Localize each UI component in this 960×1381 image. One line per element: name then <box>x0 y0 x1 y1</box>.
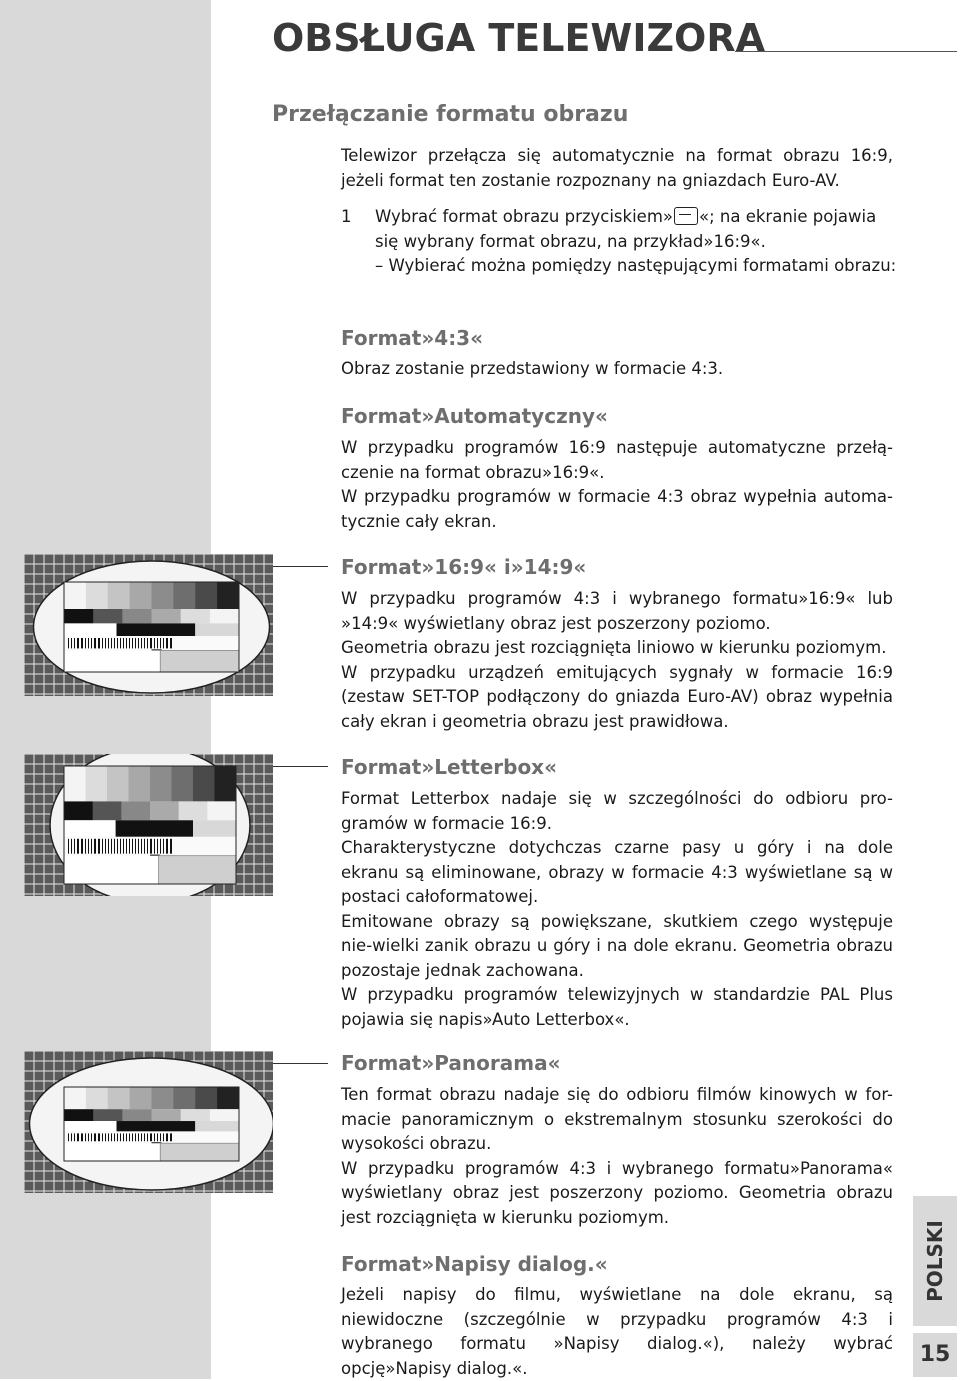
format-letterbox-text <box>341 787 893 1032</box>
step-text-before: Wybrać format obrazu przyciskiem» <box>375 207 673 226</box>
step-number: 1 <box>341 207 352 226</box>
paragraph: W przypadku programów w formacie 4:3 obraz wypełnia automa-tycznie cały ekran. <box>341 487 893 531</box>
language-label: POLSKI <box>923 1220 947 1302</box>
step-1 <box>341 205 901 279</box>
step-sub-text: – Wybierać można pomiędzy następującymi formatami obrazu: <box>375 256 897 275</box>
pointer-line <box>273 566 328 567</box>
format-169-heading: Format»16:9« i»14:9« <box>341 555 587 579</box>
intro-paragraph <box>341 144 893 193</box>
paragraph: Obraz zostanie przedstawiony w formacie 4:3. <box>341 359 724 378</box>
paragraph: W przypadku programów 4:3 i wybranego formatu»16:9« lub »14:9« wyświetlany obraz jest poszerzony poziomo. <box>341 589 893 633</box>
format-letterbox-heading: Format»Letterbox« <box>341 755 558 779</box>
format-169-text <box>341 587 893 734</box>
format-auto-text <box>341 436 893 534</box>
format-4-3-heading: Format»4:3« <box>341 326 484 350</box>
paragraph: Jeżeli napisy do filmu, wyświetlane na dole ekranu, są niewidoczne (szczególnie w przypadku programów 4:3 i wybranego formatu »Napisy dialog.«), należy wybrać opcję»Napisy dialog.«. <box>341 1285 893 1378</box>
paragraph: Format Letterbox nadaje się w szczególności do odbioru pro-gramów w formacie 16:9. <box>341 789 893 833</box>
step-text-after: «; na ekranie pojawia się wybrany format obrazu, na przykład»16:9«. <box>375 207 877 251</box>
language-label-box <box>913 1196 957 1326</box>
page-number: 15 <box>919 1342 951 1367</box>
paragraph: Emitowane obrazy są powiększane, skutkiem czego występuje nie-wielki zanik obrazu u góry i na dole ekranu. Geometria obrazu pozostaje jednak zachowana. <box>341 911 893 980</box>
paragraph: W przypadku programów 16:9 następuje automatyczne przełą-czenie na format obrazu»16:9«. <box>341 438 893 482</box>
paragraph: W przypadku programów telewizyjnych w standardzie PAL Plus pojawia się napis»Auto Letterbox«. <box>341 985 893 1029</box>
pointer-line <box>273 1063 328 1064</box>
format-subtitles-text <box>341 1283 893 1381</box>
test-pattern-169-illustration <box>24 554 273 696</box>
paragraph: Geometria obrazu jest rozciągnięta liniowo w kierunku poziomym. <box>341 638 887 657</box>
aspect-ratio-key-icon <box>674 207 698 225</box>
test-pattern-letterbox-illustration <box>24 754 273 896</box>
paragraph: W przypadku programów 4:3 i wybranego formatu»Panorama« wyświetlany obraz jest poszerzony poziomo. Geometria obrazu jest rozciągnięta w kierunku poziomym. <box>341 1158 893 1227</box>
paragraph: Charakterystyczne dotychczas czarne pasy u góry i na dole ekranu są eliminowane, obrazy w formacie 4:3 wyświetlane są w postaci całoformatowej. <box>341 838 893 906</box>
format-4-3-text <box>341 357 893 382</box>
section-title: Przełączanie formatu obrazu <box>272 102 629 127</box>
format-subtitles-heading: Format»Napisy dialog.« <box>341 1252 608 1276</box>
format-auto-heading: Format»Automatyczny« <box>341 404 608 428</box>
paragraph: Ten format obrazu nadaje się do odbioru filmów kinowych w for-macie panoramicznym o ekstremalnym stosunku szerokości do wysokości obrazu. <box>341 1085 893 1153</box>
test-pattern-panorama-illustration <box>24 1051 273 1193</box>
page-title: OBSŁUGA TELEWIZORA <box>272 16 765 60</box>
format-panorama-text <box>341 1083 893 1230</box>
intro-text: Telewizor przełącza się automatycznie na format obrazu 16:9, jeżeli format ten zostanie rozpoznany na gniazdach Euro-AV. <box>341 146 893 190</box>
paragraph: W przypadku urządzeń emitujących sygnały w formacie 16:9 (zestaw SET-TOP podłączony do gniazda Euro-AV) obraz wypełnia cały ekran i geometria obrazu jest prawidłowa. <box>341 662 893 731</box>
title-rule <box>735 51 957 52</box>
pointer-line <box>273 766 328 767</box>
format-panorama-heading: Format»Panorama« <box>341 1051 561 1075</box>
